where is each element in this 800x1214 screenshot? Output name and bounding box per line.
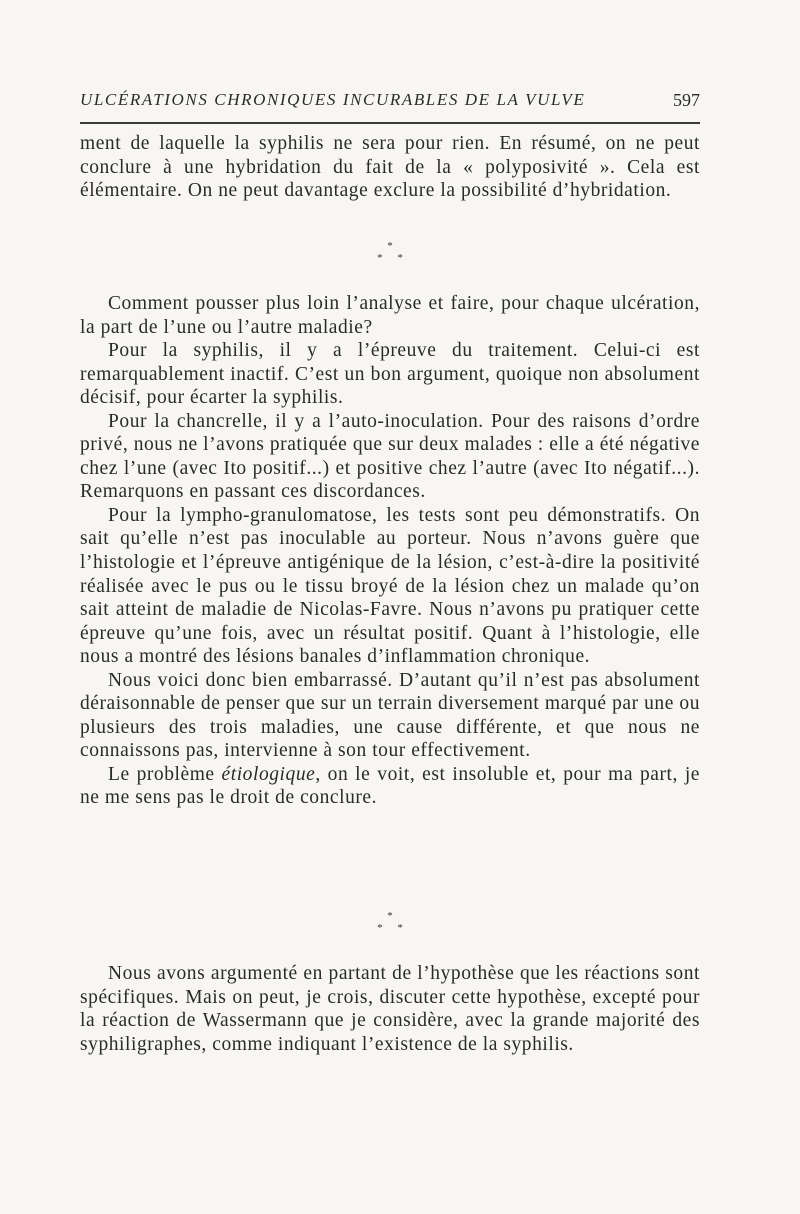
asterism-bottom: * *: [377, 922, 409, 934]
text-block-3: [80, 962, 700, 1056]
emphasis-etiologique: étiologique: [221, 763, 316, 785]
text-run: , on le voit, est insoluble et, pour ma part, je ne me sens pas le droit de conclure.: [80, 763, 700, 809]
paragraph: Nous avons argumenté en partant de l’hypothèse que les réactions sont spécifiques. Mais on peut, je crois, discuter cette hypothèse, excepté pour la réaction de Wassermann que je considère, avec la grande majorité des syphiligraphes, comme indiquant l’existence de la syphilis.: [80, 963, 700, 1055]
running-header: [80, 86, 700, 112]
text-block-1: [80, 132, 700, 203]
paragraph: Pour la chancrelle, il y a l’auto-inoculation. Pour des raisons d’ordre privé, nous ne l’avons pratiquée que sur deux malades : elle a été négative chez l’une (avec Ito positif...) et positive chez l’autre (avec Ito négatif...). Remarquons en passant ces discordances.: [80, 410, 700, 503]
paragraph: Pour la lympho-granulomatose, les tests sont peu démonstratifs. On sait qu’elle n’est pas inoculable au porteur. Nous n’avons guère que l’histologie et l’épreuve antigénique de la lésion, c’est-à-dire la positivité réalisée avec le pus ou le tissu broyé de la lésion chez un malade qu’on sait atteint de maladie de Nicolas-Favre. Nous n’avons pu pratiquer cette épreuve qu’une fois, avec un résultat positif. Quant à l’histologie, elle nous a montré des lésions banales d’inflammation chronique.: [80, 504, 700, 668]
header-rule: [80, 122, 700, 124]
text-run: Le problème: [108, 763, 222, 785]
paragraph: Comment pousser plus loin l’analyse et faire, pour chaque ulcération, la part de l’une ou l’autre maladie?: [80, 293, 700, 338]
paragraph: Nous voici donc bien embarrassé. D’autant qu’il n’est pas absolument déraisonnable de penser que sur un terrain diversement marqué par une ou plusieurs des trois maladies, une cause différente, et que nous ne connaissons pas, intervienne à son tour effectivement.: [80, 669, 700, 762]
text-block-2: [80, 292, 700, 810]
paragraph: Pour la syphilis, il y a l’épreuve du traitement. Celui-ci est remarquablement inactif. C’est un bon argument, quoique non absolument décisif, pour écarter la syphilis.: [80, 340, 700, 409]
running-title: ULCÉRATIONS CHRONIQUES INCURABLES DE LA VULVE: [80, 90, 586, 109]
section-asterism-2: [360, 910, 420, 940]
asterism-bottom: * *: [377, 252, 409, 264]
asterism-top: *: [387, 240, 393, 252]
paragraph: ment de laquelle la syphilis ne sera pour rien. En résumé, on ne peut conclure à une hybridation du fait de la « polyposivité ». Cela est élémentaire. On ne peut davantage exclure la possibilité d’hybridation.: [80, 133, 700, 202]
section-asterism: [360, 240, 420, 270]
paragraph-etiologique: [80, 763, 700, 810]
asterism-top: *: [387, 910, 393, 922]
page-number: 597: [673, 90, 700, 110]
